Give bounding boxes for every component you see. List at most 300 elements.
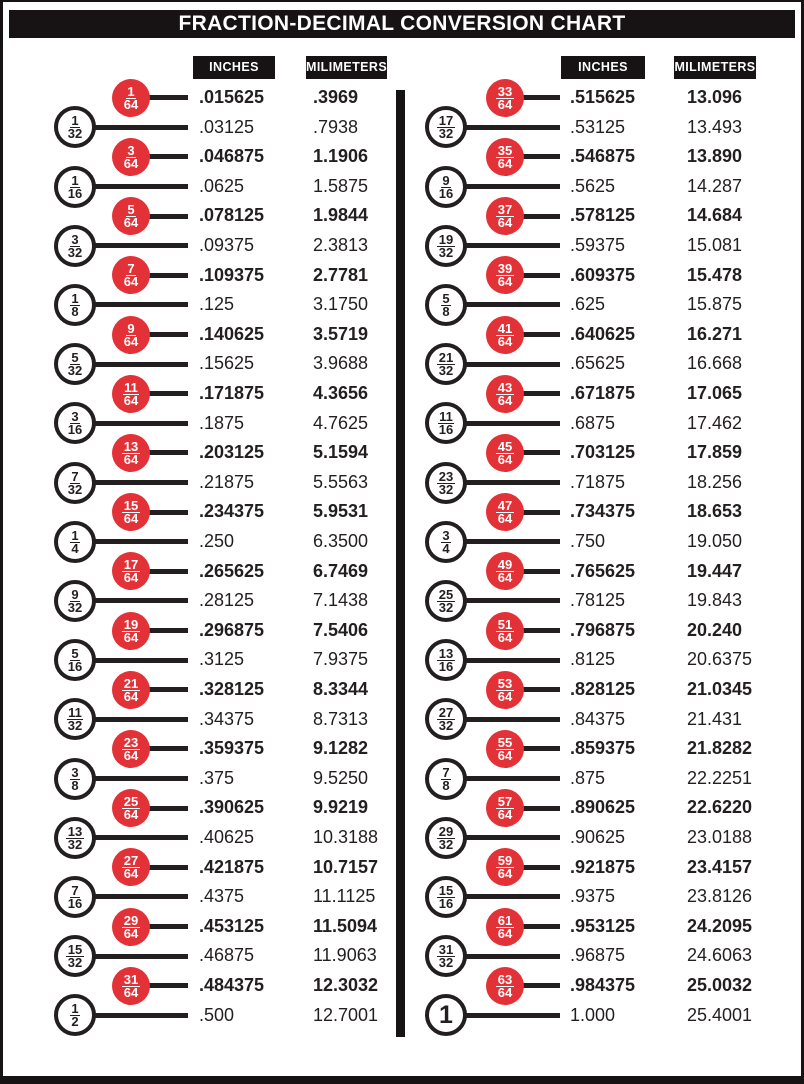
inches-value: .6875 (570, 412, 616, 433)
table-row (403, 764, 804, 794)
table-row (3, 705, 396, 735)
fraction-numerator: 29 (123, 912, 139, 928)
fraction-circle (112, 671, 150, 709)
inches-value: .046875 (199, 146, 265, 167)
mm-value: 19.843 (687, 590, 743, 611)
fraction-numerator: 5 (71, 646, 79, 662)
fraction-numerator: 1 (71, 291, 79, 306)
table-row (3, 793, 396, 823)
inches-value: .4375 (199, 886, 245, 907)
fraction-denominator: 8 (442, 777, 450, 793)
fraction-denominator: 64 (123, 688, 139, 704)
table-row (3, 497, 396, 527)
inches-value: .984375 (570, 975, 636, 995)
inches-header-right: INCHES (561, 56, 645, 79)
fraction-numerator: 5 (127, 202, 135, 218)
fraction (70, 764, 80, 793)
table-row (403, 201, 804, 231)
fraction-circle (486, 197, 524, 235)
fraction-numerator: 13 (438, 646, 454, 662)
inches-value: .796875 (570, 619, 636, 640)
table-row (403, 83, 804, 113)
mm-value: 17.462 (687, 412, 743, 433)
fraction-numerator: 1 (127, 83, 135, 99)
fraction-denominator: 16 (67, 896, 83, 911)
fraction (437, 942, 454, 971)
table-row (3, 882, 396, 912)
inches-value: .078125 (199, 205, 265, 226)
fraction-numerator: 51 (497, 616, 513, 632)
inches-value: .1875 (199, 412, 245, 433)
fraction-numerator: 3 (71, 764, 79, 780)
fraction (70, 527, 80, 556)
fraction-numerator: 19 (123, 616, 139, 632)
fraction-circle (486, 552, 524, 590)
fraction-numerator: 13 (67, 823, 83, 839)
fraction-circle (486, 848, 524, 886)
table-row (403, 261, 804, 291)
fraction-denominator: 64 (123, 333, 139, 349)
fraction-denominator: 32 (67, 955, 83, 971)
inches-value: .65625 (570, 353, 626, 374)
inches-value: .53125 (570, 116, 626, 137)
inches-value: .5625 (570, 175, 616, 196)
fraction-circle (425, 284, 467, 326)
mm-value: 3.1750 (313, 294, 369, 315)
fraction-numerator: 27 (438, 705, 454, 721)
mm-value: 25.4001 (687, 1004, 753, 1025)
table-row (3, 941, 396, 971)
fraction (437, 589, 454, 613)
fraction-numerator: 21 (123, 675, 139, 691)
fraction-denominator: 32 (438, 955, 454, 971)
mm-value: 2.3813 (313, 235, 369, 255)
fraction-denominator: 64 (123, 274, 139, 290)
fraction (122, 675, 139, 704)
inches-value: .609375 (570, 264, 636, 285)
fraction-numerator: 11 (68, 705, 82, 721)
inches-value: .750 (570, 531, 606, 551)
fraction (496, 971, 513, 1000)
inches-value: .390625 (199, 797, 265, 818)
inches-header-left: INCHES (193, 56, 275, 79)
mm-value: 21.0345 (687, 679, 753, 699)
table-row (403, 290, 804, 320)
fraction (438, 172, 454, 201)
fraction-denominator: 64 (497, 866, 513, 882)
inches-value: .578125 (570, 205, 636, 226)
fraction-circle (425, 935, 467, 977)
fraction-circle (112, 612, 150, 650)
mm-value: 18.256 (687, 471, 743, 492)
fraction-numerator: 17 (123, 557, 139, 573)
inches-value: .828125 (570, 679, 636, 699)
fraction-numerator: 7 (71, 468, 79, 484)
fraction-denominator: 16 (438, 659, 454, 675)
table-row (403, 586, 804, 616)
fraction-denominator: 16 (438, 185, 454, 201)
fraction-numerator: 39 (497, 261, 513, 277)
mm-value: 20.6375 (687, 649, 753, 670)
fraction-circle (486, 256, 524, 294)
mm-value: 10.7157 (313, 856, 379, 877)
fraction-circle (486, 375, 524, 413)
mm-value: 13.096 (687, 87, 743, 107)
fraction-denominator: 64 (497, 984, 513, 1000)
fraction-denominator: 64 (497, 570, 513, 586)
fraction-circle (112, 79, 150, 117)
mm-value: 5.1594 (313, 442, 369, 463)
fraction-denominator: 32 (438, 363, 454, 379)
mm-value: .7938 (313, 116, 359, 137)
inches-value: .46875 (199, 945, 255, 966)
inches-value: .140625 (199, 323, 265, 344)
mm-value: 11.9063 (313, 945, 377, 966)
mm-value: 23.0188 (687, 827, 753, 847)
inches-value: .734375 (570, 501, 636, 522)
inches-value: .703125 (570, 442, 636, 463)
fraction-denominator: 64 (497, 629, 513, 645)
fraction (496, 202, 513, 231)
table-row (3, 231, 396, 261)
millimeters-header-left: MILIMETERS (306, 56, 387, 79)
mm-value: 1.5875 (313, 175, 369, 196)
fraction-circle (112, 789, 150, 827)
fraction-denominator: 16 (67, 422, 83, 438)
fraction (496, 737, 513, 761)
mm-value: 4.3656 (313, 383, 369, 403)
fraction-circle (112, 493, 150, 531)
fraction-numerator: 5 (442, 291, 450, 306)
fraction-circle (486, 612, 524, 650)
table-row (3, 201, 396, 231)
fraction (437, 231, 454, 260)
fraction-numerator: 15 (67, 942, 83, 958)
fraction-denominator: 32 (67, 836, 83, 852)
fraction-numerator: 17 (438, 113, 454, 129)
inches-value: .171875 (199, 383, 265, 403)
fraction (123, 379, 140, 408)
fraction-denominator: 8 (71, 777, 79, 793)
fraction-circle (112, 967, 150, 1005)
table-row (3, 172, 396, 202)
table-row (3, 83, 396, 113)
mm-value: 15.478 (687, 264, 743, 285)
inches-value: .34375 (199, 708, 255, 729)
fraction-circle (425, 639, 467, 681)
fraction-denominator: 64 (123, 156, 139, 171)
fraction-denominator: 64 (497, 807, 513, 823)
fraction-denominator: 4 (442, 540, 450, 556)
fraction (67, 409, 83, 438)
fraction-denominator: 32 (67, 244, 83, 260)
table-row (403, 675, 804, 705)
mm-value: 11.1125 (313, 886, 376, 907)
fraction (66, 823, 83, 852)
fraction (122, 498, 139, 527)
fraction-circle (112, 197, 150, 235)
inches-value: .921875 (570, 856, 636, 877)
table-row (3, 1001, 396, 1031)
fraction-denominator: 64 (123, 629, 139, 645)
column-right (403, 83, 804, 1031)
mm-value: 16.668 (687, 353, 743, 374)
fraction (122, 441, 139, 465)
table-row (3, 290, 396, 320)
fraction-numerator: 11 (124, 379, 138, 395)
fraction-circle (486, 79, 524, 117)
inches-value: .3125 (199, 649, 245, 670)
mm-value: 1.1906 (313, 146, 369, 167)
fraction (496, 498, 513, 527)
fraction-denominator: 64 (123, 570, 139, 586)
fraction (496, 675, 513, 704)
fraction-denominator: 64 (497, 274, 513, 290)
fraction-circle (54, 462, 96, 504)
fraction-circle (425, 166, 467, 208)
fraction-denominator: 32 (67, 718, 83, 734)
fraction-circle (486, 789, 524, 827)
fraction-numerator: 15 (123, 498, 139, 514)
mm-value: 19.050 (687, 531, 743, 551)
fraction (496, 912, 513, 941)
inches-value: .515625 (570, 87, 636, 107)
fraction-denominator: 64 (497, 925, 513, 941)
inches-value: .265625 (199, 560, 265, 581)
fraction (123, 320, 139, 349)
mm-value: 12.7001 (313, 1004, 379, 1025)
inches-value: .09375 (199, 235, 255, 255)
fraction (496, 379, 513, 408)
mm-value: 2.7781 (313, 264, 369, 285)
fraction-denominator: 64 (497, 688, 513, 704)
inches-value: .500 (199, 1004, 235, 1025)
inches-value: .859375 (570, 738, 636, 759)
table-row (403, 438, 804, 468)
fraction-denominator: 16 (438, 422, 454, 438)
inches-value: 1.000 (570, 1004, 616, 1025)
fraction (441, 293, 451, 317)
fraction-denominator: 8 (442, 304, 450, 319)
fraction (437, 113, 454, 142)
table-row (403, 616, 804, 646)
inches-value: .21875 (199, 471, 255, 492)
fraction-circle (486, 138, 524, 176)
inches-value: .296875 (199, 619, 265, 640)
inches-value: .015625 (199, 87, 265, 107)
mm-value: 14.287 (687, 175, 743, 196)
fraction-numerator: 13 (123, 439, 139, 454)
inches-value: .890625 (570, 797, 636, 818)
mm-value: 18.653 (687, 501, 743, 522)
inches-value: .125 (199, 294, 235, 315)
fraction-circle (486, 908, 524, 946)
fraction-circle (54, 284, 96, 326)
fraction-numerator: 59 (497, 853, 513, 869)
table-row (3, 468, 396, 498)
fraction-numerator: 63 (497, 971, 513, 987)
fraction-circle (486, 730, 524, 768)
fraction-denominator: 2 (71, 1014, 79, 1030)
fraction-circle (425, 758, 467, 800)
fraction-circle (486, 434, 524, 472)
fraction-circle (54, 817, 96, 859)
fraction (123, 83, 139, 112)
fraction-denominator: 64 (123, 807, 139, 823)
table-row (403, 971, 804, 1001)
fraction-denominator: 64 (497, 748, 513, 763)
fraction-numerator: 1 (71, 1001, 79, 1017)
fraction (496, 794, 513, 823)
fraction-denominator: 16 (67, 659, 83, 675)
fraction (496, 320, 513, 349)
fraction-numerator: 25 (438, 587, 454, 602)
fraction-circle (54, 935, 96, 977)
table-row (403, 882, 804, 912)
fraction (66, 942, 83, 971)
fraction-denominator: 64 (497, 333, 513, 349)
inches-value: .421875 (199, 856, 265, 877)
table-row (3, 379, 396, 409)
table-row (3, 764, 396, 794)
fraction-circle (112, 730, 150, 768)
fraction-circle (425, 521, 467, 563)
fraction-numerator: 27 (123, 853, 139, 869)
fraction-circle (54, 994, 96, 1036)
inches-value: .250 (199, 531, 235, 551)
table-row (3, 113, 396, 143)
fraction (496, 261, 513, 290)
fraction (123, 202, 139, 231)
fraction-numerator: 43 (497, 379, 513, 395)
fraction (437, 350, 454, 379)
fraction-denominator: 64 (497, 511, 513, 527)
fraction-circle (425, 994, 467, 1036)
fraction (437, 646, 454, 675)
inches-value: .953125 (570, 915, 636, 936)
fraction-circle (54, 521, 96, 563)
fraction-circle (54, 225, 96, 267)
inches-value: .765625 (570, 560, 636, 581)
table-row (403, 941, 804, 971)
fraction-denominator: 16 (67, 185, 83, 201)
table-row (3, 823, 396, 853)
fraction-circle (54, 580, 96, 622)
table-row (403, 320, 804, 350)
fraction-numerator: 7 (127, 261, 135, 277)
fraction (67, 113, 83, 142)
fraction (122, 737, 139, 761)
fraction-denominator: 32 (438, 481, 454, 497)
fraction-numerator: 11 (439, 409, 453, 425)
mm-value: 8.7313 (313, 708, 369, 729)
fraction-circle (112, 434, 150, 472)
fraction-numerator: 23 (123, 735, 139, 750)
fraction-numerator: 1 (71, 113, 79, 129)
table-row (403, 349, 804, 379)
fraction-denominator: 32 (67, 481, 83, 497)
mm-value: 7.9375 (313, 649, 369, 670)
table-row (3, 616, 396, 646)
fraction-numerator: 41 (497, 320, 513, 336)
fraction (67, 705, 84, 734)
fraction-numerator: 61 (497, 912, 513, 928)
mm-value: 7.1438 (313, 590, 369, 611)
fraction-denominator: 32 (67, 126, 83, 142)
fraction-numerator: 3 (127, 143, 135, 158)
fraction-numerator: 53 (497, 675, 513, 691)
table-row (403, 734, 804, 764)
fraction (67, 231, 83, 260)
fraction (496, 441, 513, 465)
fraction-numerator: 7 (442, 764, 450, 780)
column-left (3, 83, 396, 1031)
mm-value: 22.6220 (687, 797, 753, 818)
fraction (437, 468, 454, 497)
fraction-circle (425, 876, 467, 918)
fraction-denominator: 32 (438, 718, 454, 734)
fraction (68, 885, 82, 909)
fraction-numerator: 21 (438, 350, 454, 366)
mm-value: 11.5094 (313, 915, 378, 936)
inches-value: .875 (570, 767, 606, 788)
fraction (496, 145, 513, 169)
fraction-denominator: 32 (438, 836, 454, 852)
fraction-numerator: 9 (71, 587, 79, 602)
table-row (403, 468, 804, 498)
fraction (67, 350, 83, 379)
fraction (122, 853, 139, 882)
table-row (403, 1001, 804, 1031)
fraction (437, 823, 454, 852)
fraction-numerator: 31 (123, 971, 139, 987)
fraction-circle (425, 580, 467, 622)
fraction-numerator: 3 (71, 409, 79, 425)
table-row (403, 912, 804, 942)
fraction-numerator: 3 (442, 527, 450, 543)
mm-value: 9.9219 (313, 797, 369, 818)
fraction-circle (112, 848, 150, 886)
table-row (3, 409, 396, 439)
fraction (68, 589, 82, 613)
mm-value: 10.3188 (313, 827, 379, 847)
fraction-denominator: 64 (123, 925, 139, 941)
fraction-circle (425, 225, 467, 267)
fraction-circle (486, 493, 524, 531)
inches-value: .484375 (199, 975, 265, 995)
table-row (3, 527, 396, 557)
fraction-denominator: 32 (438, 244, 454, 260)
inches-value: .40625 (199, 827, 255, 847)
fraction-numerator: 37 (497, 202, 513, 218)
mm-value: 8.3344 (313, 679, 369, 699)
inches-value: .328125 (199, 679, 265, 699)
fraction (437, 705, 454, 734)
mm-value: 3.9688 (313, 353, 369, 374)
fraction (496, 83, 513, 112)
fraction (123, 261, 139, 290)
table-row (3, 853, 396, 883)
fraction (122, 912, 139, 941)
fraction-circle (486, 671, 524, 709)
fraction (122, 794, 139, 823)
table-row (403, 113, 804, 143)
fraction-numerator: 1 (71, 172, 79, 188)
fraction-circle (486, 316, 524, 354)
table-row (3, 438, 396, 468)
fraction (122, 971, 139, 1000)
table-row (3, 320, 396, 350)
